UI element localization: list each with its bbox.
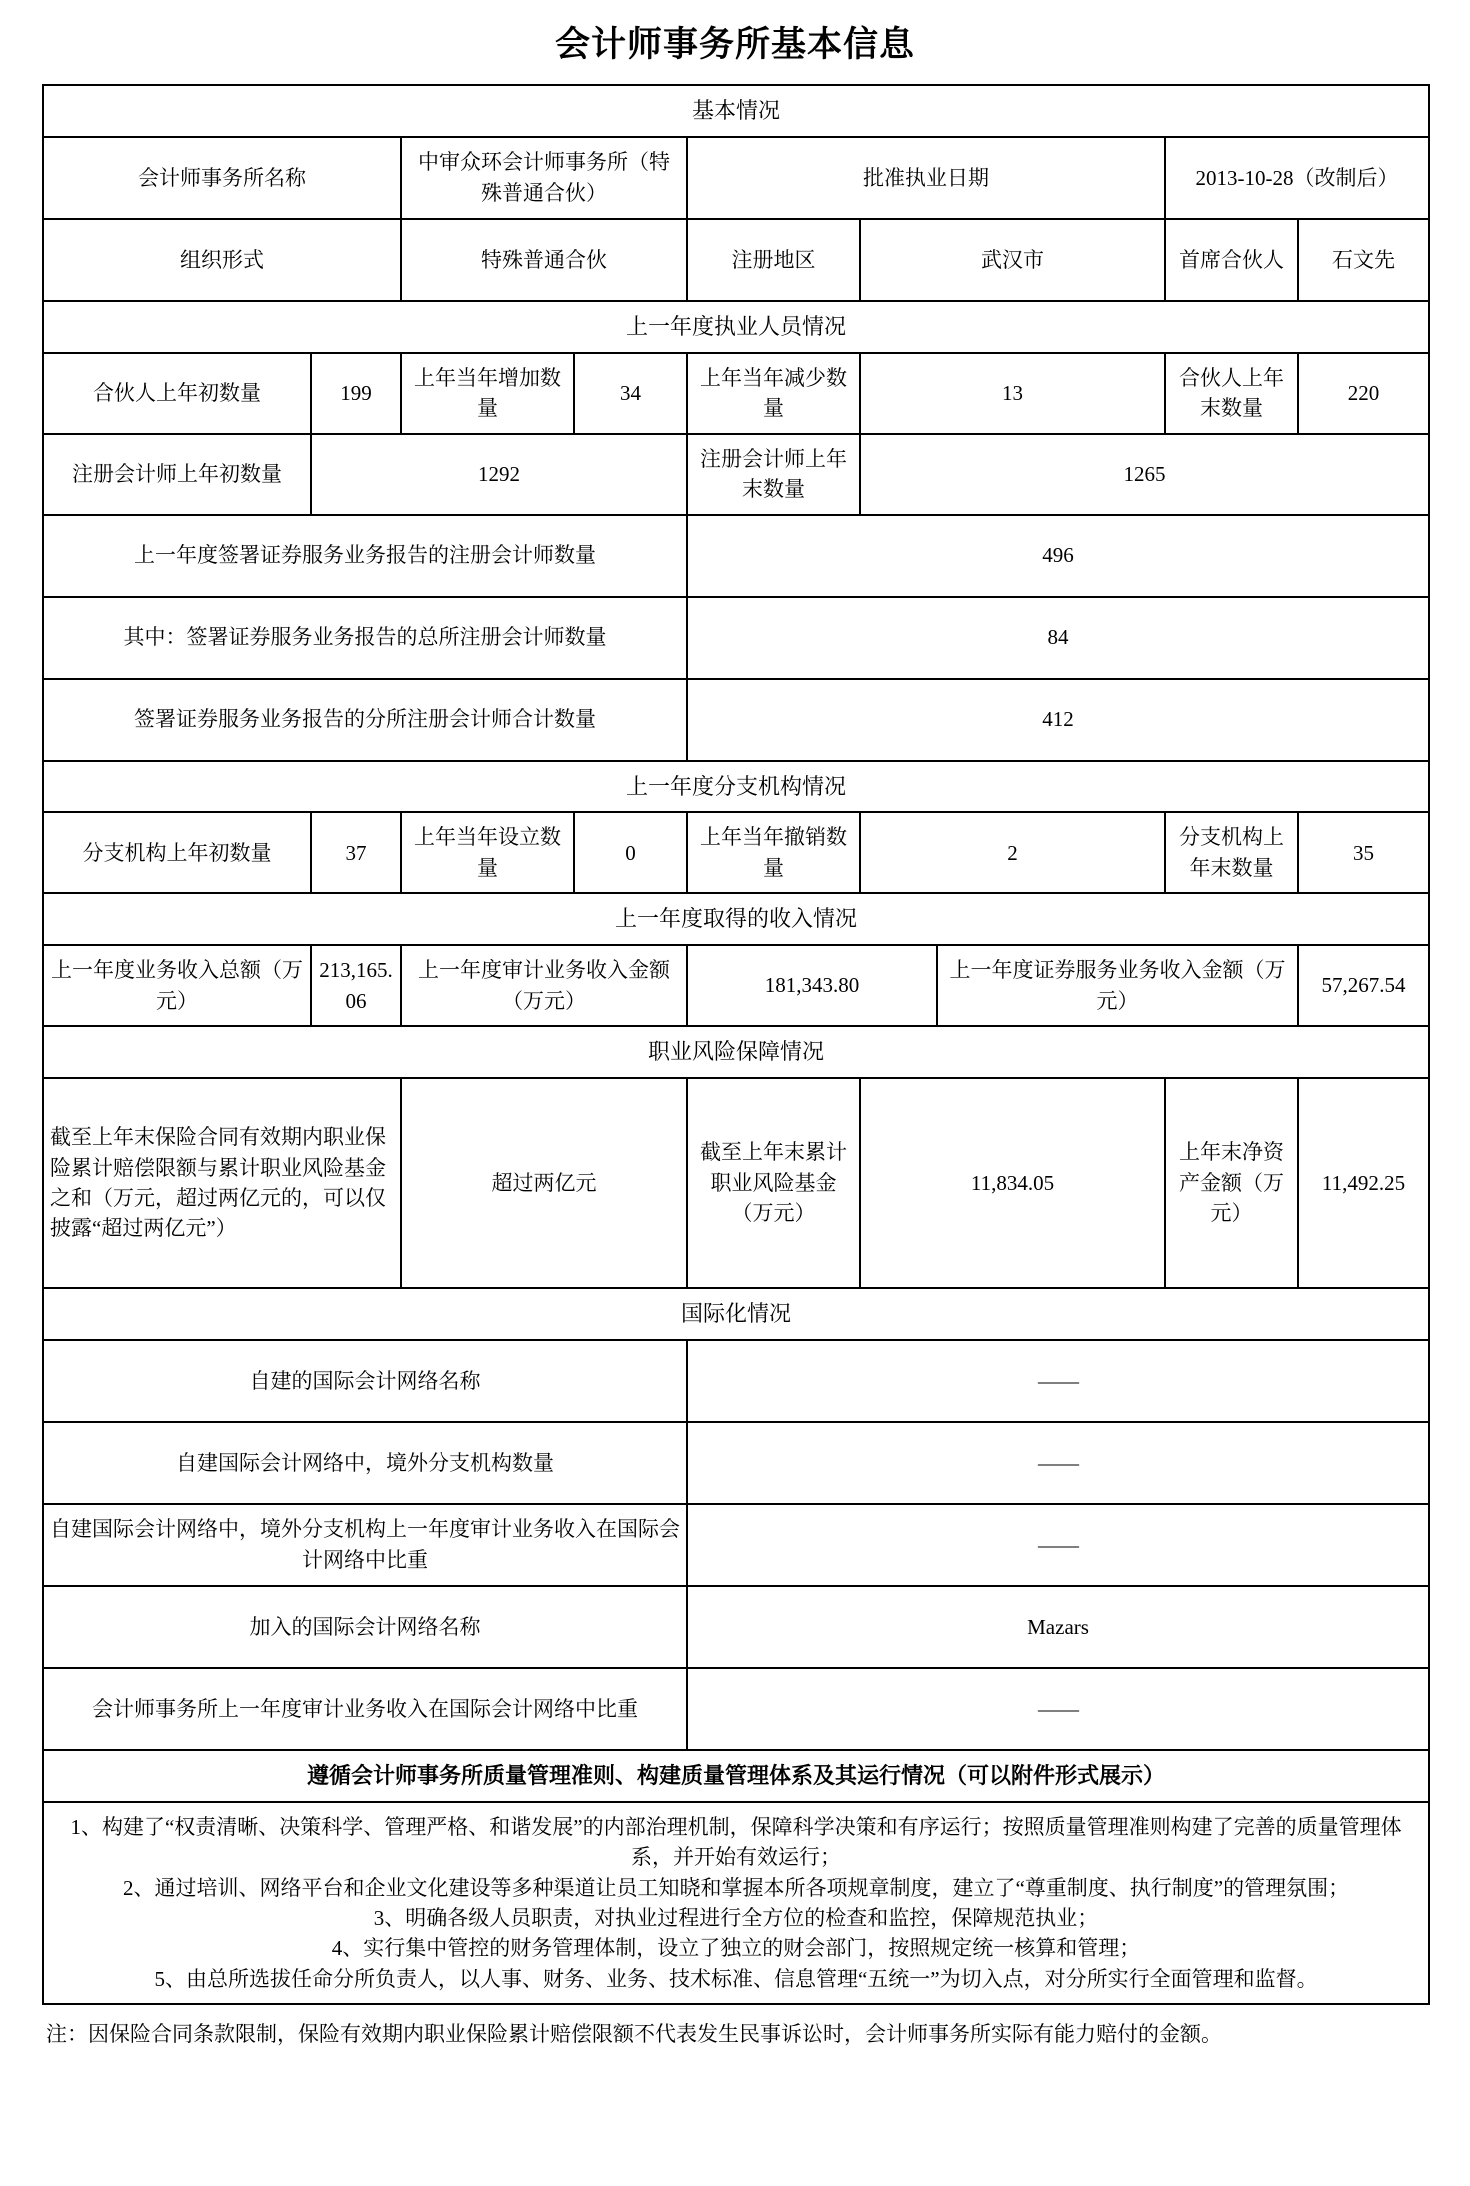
partner-reduced-value: 13 bbox=[860, 353, 1165, 434]
signed-cpa-label: 上一年度签署证券服务业务报告的注册会计师数量 bbox=[43, 515, 687, 597]
branch-end-label: 分支机构上年末数量 bbox=[1165, 812, 1298, 893]
partner-added-value: 34 bbox=[574, 353, 687, 434]
income-total-label: 上一年度业务收入总额（万元） bbox=[43, 945, 311, 1026]
table-row bbox=[43, 893, 1429, 945]
partner-end-label: 合伙人上年末数量 bbox=[1165, 353, 1298, 434]
quality-item: 1、构建了“权责清晰、决策科学、管理严格、和谐发展”的内部治理机制，保障科学决策和有序运行；按照质量管理准则构建了完善的质量管理体系，并开始有效运行； bbox=[70, 1814, 1402, 1870]
section-personnel: 上一年度执业人员情况 bbox=[43, 301, 1429, 353]
overseas-income-ratio-label: 自建国际会计网络中，境外分支机构上一年度审计业务收入在国际会计网络中比重 bbox=[43, 1504, 687, 1586]
region-value: 武汉市 bbox=[860, 219, 1165, 301]
cpa-begin-value: 1292 bbox=[311, 434, 687, 515]
table-row bbox=[43, 1026, 1429, 1078]
section-risk: 职业风险保障情况 bbox=[43, 1026, 1429, 1078]
table-row bbox=[43, 1422, 1429, 1504]
table-row bbox=[43, 1078, 1429, 1288]
quality-item: 5、由总所选拔任命分所负责人，以人事、财务、业务、技术标准、信息管理“五统一”为切入点，对分所实行全面管理和监督。 bbox=[154, 1966, 1318, 1991]
approval-date-label: 批准执业日期 bbox=[687, 137, 1165, 219]
org-form-value: 特殊普通合伙 bbox=[401, 219, 687, 301]
section-branches: 上一年度分支机构情况 bbox=[43, 761, 1429, 813]
table-row bbox=[43, 515, 1429, 597]
partner-begin-label: 合伙人上年初数量 bbox=[43, 353, 311, 434]
footnote: 注：因保险合同条款限制，保险有效期内职业保险累计赔偿限额不代表发生民事诉讼时，会计师事务所实际有能力赔付的金额。 bbox=[46, 2022, 1222, 2047]
quality-management-heading: 遵循会计师事务所质量管理准则、构建质量管理体系及其运行情况（可以附件形式展示） bbox=[43, 1750, 1429, 1802]
org-form-label: 组织形式 bbox=[43, 219, 401, 301]
firm-income-ratio-value: —— bbox=[687, 1668, 1429, 1750]
branch-begin-label: 分支机构上年初数量 bbox=[43, 812, 311, 893]
table-row bbox=[43, 1340, 1429, 1422]
table-row bbox=[43, 1802, 1429, 2005]
overseas-branch-count-label: 自建国际会计网络中，境外分支机构数量 bbox=[43, 1422, 687, 1504]
branch-established-label: 上年当年设立数量 bbox=[401, 812, 574, 893]
risk-fund-value: 11,834.05 bbox=[860, 1078, 1165, 1288]
quality-item: 4、实行集中管控的财务管理体制，设立了独立的财会部门，按照规定统一核算和管理； bbox=[331, 1936, 1141, 1961]
branch-revoked-value: 2 bbox=[860, 812, 1165, 893]
overseas-branch-count-value: —— bbox=[687, 1422, 1429, 1504]
partner-end-value: 220 bbox=[1298, 353, 1429, 434]
net-asset-value: 11,492.25 bbox=[1298, 1078, 1429, 1288]
firm-info-table bbox=[42, 84, 1430, 2005]
income-securities-value: 57,267.54 bbox=[1298, 945, 1429, 1026]
chief-partner-label: 首席合伙人 bbox=[1165, 219, 1298, 301]
firm-name-value: 中审众环会计师事务所（特殊普通合伙） bbox=[401, 137, 687, 219]
page-title: 会计师事务所基本信息 bbox=[554, 25, 915, 64]
table-row bbox=[43, 812, 1429, 893]
joined-network-label: 加入的国际会计网络名称 bbox=[43, 1586, 687, 1668]
partner-begin-value: 199 bbox=[311, 353, 401, 434]
partner-added-label: 上年当年增加数量 bbox=[401, 353, 574, 434]
own-network-value: —— bbox=[687, 1340, 1429, 1422]
partner-reduced-label: 上年当年减少数量 bbox=[687, 353, 860, 434]
firm-name-label: 会计师事务所名称 bbox=[43, 137, 401, 219]
signed-branch-value: 412 bbox=[687, 679, 1429, 761]
section-income: 上一年度取得的收入情况 bbox=[43, 893, 1429, 945]
insurance-limit-label: 截至上年末保险合同有效期内职业保险累计赔偿限额与累计职业风险基金之和（万元，超过两亿元的，可以仅披露“超过两亿元”） bbox=[43, 1078, 401, 1288]
insurance-limit-value: 超过两亿元 bbox=[401, 1078, 687, 1288]
income-total-value: 213,165.06 bbox=[311, 945, 401, 1026]
quality-item: 3、明确各级人员职责，对执业过程进行全方位的检查和监控，保障规范执业； bbox=[373, 1906, 1099, 1931]
income-audit-value: 181,343.80 bbox=[687, 945, 937, 1026]
table-row bbox=[43, 1750, 1429, 1802]
table-row bbox=[43, 1668, 1429, 1750]
table-row bbox=[43, 597, 1429, 679]
cpa-begin-label: 注册会计师上年初数量 bbox=[43, 434, 311, 515]
signed-head-label: 其中：签署证券服务业务报告的总所注册会计师数量 bbox=[43, 597, 687, 679]
signed-cpa-value: 496 bbox=[687, 515, 1429, 597]
branch-revoked-label: 上年当年撤销数量 bbox=[687, 812, 860, 893]
table-row bbox=[43, 761, 1429, 813]
approval-date-value: 2013-10-28（改制后） bbox=[1165, 137, 1429, 219]
table-row bbox=[43, 353, 1429, 434]
table-row bbox=[43, 301, 1429, 353]
branch-established-value: 0 bbox=[574, 812, 687, 893]
region-label: 注册地区 bbox=[687, 219, 860, 301]
signed-head-value: 84 bbox=[687, 597, 1429, 679]
branch-end-value: 35 bbox=[1298, 812, 1429, 893]
risk-fund-label: 截至上年末累计职业风险基金（万元） bbox=[687, 1078, 860, 1288]
own-network-label: 自建的国际会计网络名称 bbox=[43, 1340, 687, 1422]
chief-partner-value: 石文先 bbox=[1298, 219, 1429, 301]
firm-income-ratio-label: 会计师事务所上一年度审计业务收入在国际会计网络中比重 bbox=[43, 1668, 687, 1750]
table-row bbox=[43, 137, 1429, 219]
section-international: 国际化情况 bbox=[43, 1288, 1429, 1340]
cpa-end-value: 1265 bbox=[860, 434, 1429, 515]
table-row bbox=[43, 434, 1429, 515]
quality-management-body bbox=[43, 1802, 1429, 2005]
table-row bbox=[43, 1288, 1429, 1340]
table-row bbox=[43, 219, 1429, 301]
cpa-end-label: 注册会计师上年末数量 bbox=[687, 434, 860, 515]
branch-begin-value: 37 bbox=[311, 812, 401, 893]
table-row bbox=[43, 85, 1429, 137]
income-securities-label: 上一年度证券服务业务收入金额（万元） bbox=[937, 945, 1298, 1026]
overseas-income-ratio-value: —— bbox=[687, 1504, 1429, 1586]
table-row bbox=[43, 1586, 1429, 1668]
section-basic: 基本情况 bbox=[43, 85, 1429, 137]
income-audit-label: 上一年度审计业务收入金额（万元） bbox=[401, 945, 687, 1026]
quality-item: 2、通过培训、网络平台和企业文化建设等多种渠道让员工知晓和掌握本所各项规章制度，建立了“尊重制度、执行制度”的管理氛围； bbox=[122, 1875, 1350, 1900]
table-row bbox=[43, 679, 1429, 761]
net-asset-label: 上年末净资产金额（万元） bbox=[1165, 1078, 1298, 1288]
joined-network-value: Mazars bbox=[687, 1586, 1429, 1668]
signed-branch-label: 签署证券服务业务报告的分所注册会计师合计数量 bbox=[43, 679, 687, 761]
table-row bbox=[43, 1504, 1429, 1586]
table-row bbox=[43, 945, 1429, 1026]
